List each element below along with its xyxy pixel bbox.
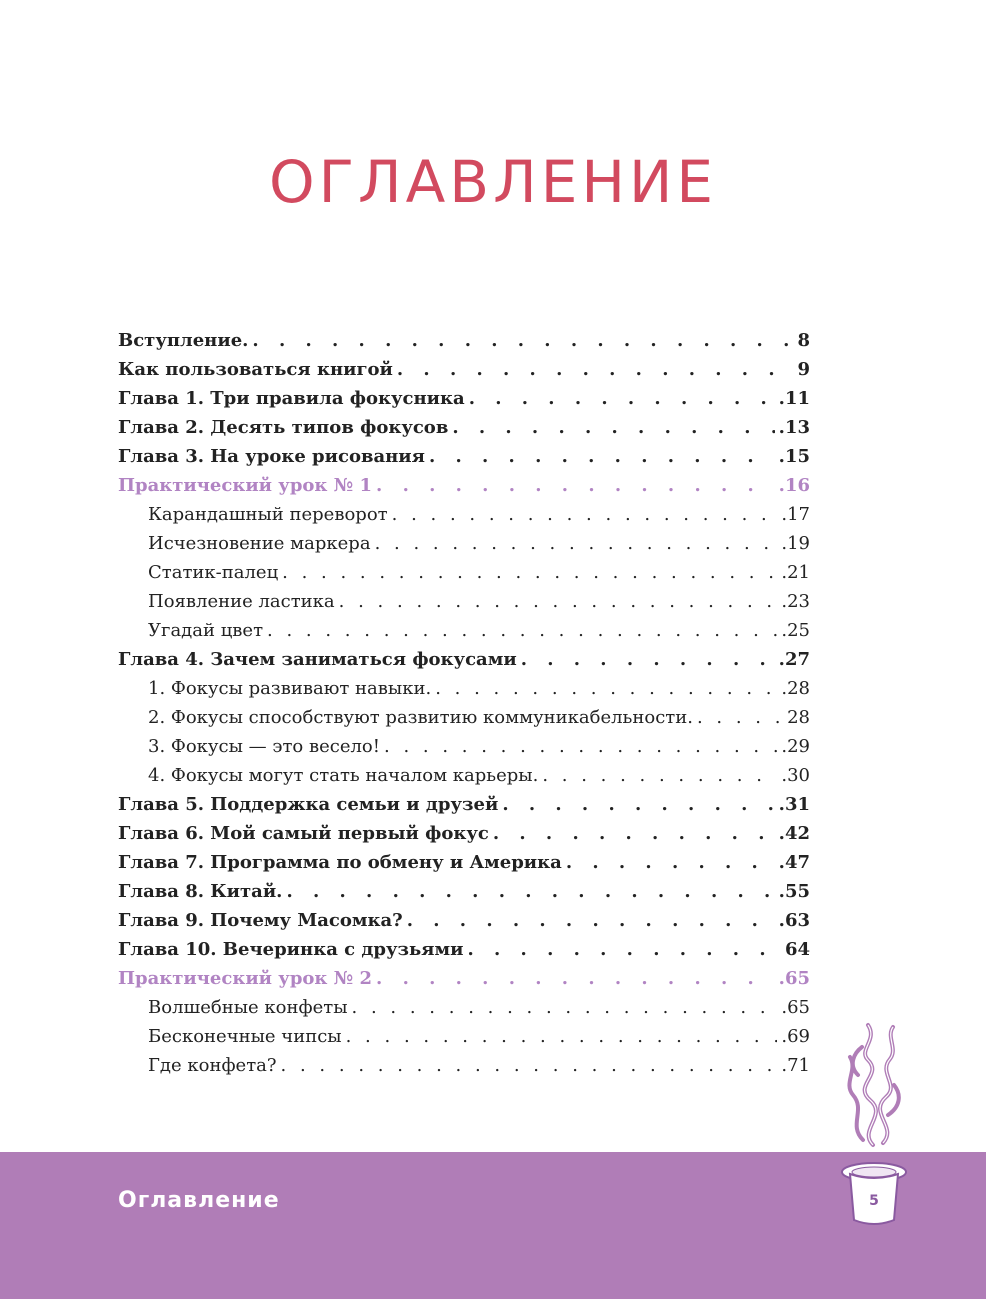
toc-entry bbox=[118, 1026, 810, 1055]
toc-entry bbox=[118, 823, 810, 852]
toc-entry-page: 9 bbox=[797, 359, 810, 380]
dot-leader bbox=[282, 562, 777, 583]
toc-entry-label: Глава 5. Поддержка семьи и друзей bbox=[118, 794, 499, 815]
toc-entry-page: .16 bbox=[778, 475, 810, 496]
dot-leader bbox=[521, 649, 775, 670]
toc-entry bbox=[118, 968, 810, 997]
dot-leader bbox=[397, 359, 794, 380]
toc-entry bbox=[118, 1055, 810, 1084]
toc-entry-label: 4. Фокусы могут стать началом карьеры. bbox=[148, 765, 539, 786]
toc-entry-label: Глава 4. Зачем заниматься фокусами bbox=[118, 649, 517, 670]
toc-entry-page: .11 bbox=[778, 388, 810, 409]
toc-entry-page: .21 bbox=[781, 562, 810, 583]
toc-entry bbox=[118, 765, 810, 794]
toc-entry-page: .31 bbox=[778, 794, 810, 815]
toc-entry-page: .29 bbox=[781, 736, 810, 757]
toc-entry-label: Практический урок № 2 bbox=[118, 968, 373, 989]
toc-entry bbox=[118, 562, 810, 591]
dot-leader bbox=[339, 591, 778, 612]
toc-entry-page: .47 bbox=[778, 852, 810, 873]
dot-leader bbox=[469, 388, 775, 409]
dot-leader bbox=[452, 417, 774, 438]
dot-leader bbox=[392, 504, 778, 525]
dot-leader bbox=[376, 968, 775, 989]
dot-leader bbox=[267, 620, 777, 641]
toc-entry-page: .30 bbox=[781, 765, 810, 786]
toc-entry-label: Вступление. bbox=[118, 330, 249, 351]
dot-leader bbox=[566, 852, 775, 873]
toc-entry-page: .17 bbox=[781, 504, 810, 525]
dot-leader bbox=[467, 939, 780, 960]
table-of-contents bbox=[118, 330, 810, 1084]
dot-leader bbox=[435, 678, 777, 699]
toc-entry bbox=[118, 330, 810, 359]
toc-entry-label: Где конфета? bbox=[148, 1055, 277, 1076]
toc-entry-label: Карандашный переворот bbox=[148, 504, 388, 525]
dot-leader bbox=[502, 794, 774, 815]
toc-entry-label: Появление ластика bbox=[148, 591, 335, 612]
dot-leader bbox=[697, 707, 783, 728]
toc-entry bbox=[118, 678, 810, 707]
toc-entry-page: .13 bbox=[778, 417, 810, 438]
toc-entry-page: .63 bbox=[778, 910, 810, 931]
dot-leader bbox=[407, 910, 775, 931]
toc-entry bbox=[118, 649, 810, 678]
dot-leader bbox=[286, 881, 774, 902]
page-title: ОГЛАВЛЕНИЕ bbox=[268, 148, 717, 216]
toc-entry bbox=[118, 881, 810, 910]
toc-entry bbox=[118, 794, 810, 823]
toc-entry-label: Практический урок № 1 bbox=[118, 475, 373, 496]
toc-entry-label: Исчезновение маркера bbox=[148, 533, 371, 554]
dot-leader bbox=[252, 330, 793, 351]
dot-leader bbox=[281, 1055, 778, 1076]
toc-entry-label: Глава 9. Почему Масомка? bbox=[118, 910, 403, 931]
toc-entry bbox=[118, 707, 810, 736]
toc-entry-page: .15 bbox=[778, 446, 810, 467]
toc-entry bbox=[118, 939, 810, 968]
toc-entry-label: 1. Фокусы развивают навыки. bbox=[148, 678, 432, 699]
toc-entry-label: Глава 3. На уроке рисования bbox=[118, 446, 425, 467]
toc-entry bbox=[118, 504, 810, 533]
toc-entry bbox=[118, 417, 810, 446]
dot-leader bbox=[375, 533, 778, 554]
toc-entry-page: 28 bbox=[787, 707, 810, 728]
toc-entry bbox=[118, 997, 810, 1026]
dot-leader bbox=[376, 475, 775, 496]
dot-leader bbox=[384, 736, 777, 757]
toc-entry-label: Глава 6. Мой самый первый фокус bbox=[118, 823, 489, 844]
toc-entry-label: Глава 8. Китай. bbox=[118, 881, 283, 902]
toc-entry bbox=[118, 852, 810, 881]
toc-entry bbox=[118, 359, 810, 388]
toc-entry-page: .71 bbox=[781, 1055, 810, 1076]
toc-entry-label: Глава 10. Вечеринка с друзьями bbox=[118, 939, 464, 960]
page-number: 5 bbox=[869, 1193, 879, 1209]
toc-entry-label: Статик-палец bbox=[148, 562, 279, 583]
toc-entry bbox=[118, 620, 810, 649]
toc-entry bbox=[118, 736, 810, 765]
toc-entry bbox=[118, 910, 810, 939]
toc-entry bbox=[118, 446, 810, 475]
toc-entry-label: Волшебные конфеты bbox=[148, 997, 348, 1018]
toc-entry-page: .23 bbox=[781, 591, 810, 612]
toc-entry-page: .69 bbox=[781, 1026, 810, 1047]
toc-entry-page: .27 bbox=[778, 649, 810, 670]
toc-entry-page: .19 bbox=[781, 533, 810, 554]
toc-entry-page: 8 bbox=[797, 330, 810, 351]
dot-leader bbox=[542, 765, 777, 786]
toc-entry-page: .42 bbox=[778, 823, 810, 844]
dot-leader bbox=[493, 823, 775, 844]
toc-entry bbox=[118, 591, 810, 620]
toc-entry-label: Глава 1. Три правила фокусника bbox=[118, 388, 465, 409]
toc-entry-label: 2. Фокусы способствуют развитию коммуникабельности. bbox=[148, 707, 693, 728]
toc-entry-label: Бесконечные чипсы bbox=[148, 1026, 342, 1047]
dot-leader bbox=[352, 997, 778, 1018]
toc-entry-label: 3. Фокусы — это весело! bbox=[148, 736, 380, 757]
toc-entry-label: Как пользоваться книгой bbox=[118, 359, 393, 380]
toc-entry bbox=[118, 388, 810, 417]
toc-entry bbox=[118, 475, 810, 504]
toc-entry-page: 64 bbox=[784, 939, 810, 960]
toc-entry bbox=[118, 533, 810, 562]
toc-entry-page: .25 bbox=[781, 620, 810, 641]
toc-entry-label: Угадай цвет bbox=[148, 620, 264, 641]
magic-smoke-icon bbox=[838, 1015, 908, 1150]
footer-section-title: Оглавление bbox=[118, 1188, 280, 1213]
dot-leader bbox=[346, 1026, 778, 1047]
toc-entry-page: .65 bbox=[778, 968, 810, 989]
toc-entry-label: Глава 2. Десять типов фокусов bbox=[118, 417, 449, 438]
toc-entry-label: Глава 7. Программа по обмену и Америка bbox=[118, 852, 562, 873]
toc-entry-page: .65 bbox=[781, 997, 810, 1018]
dot-leader bbox=[429, 446, 775, 467]
toc-entry-page: .28 bbox=[781, 678, 810, 699]
toc-entry-page: .55 bbox=[778, 881, 810, 902]
